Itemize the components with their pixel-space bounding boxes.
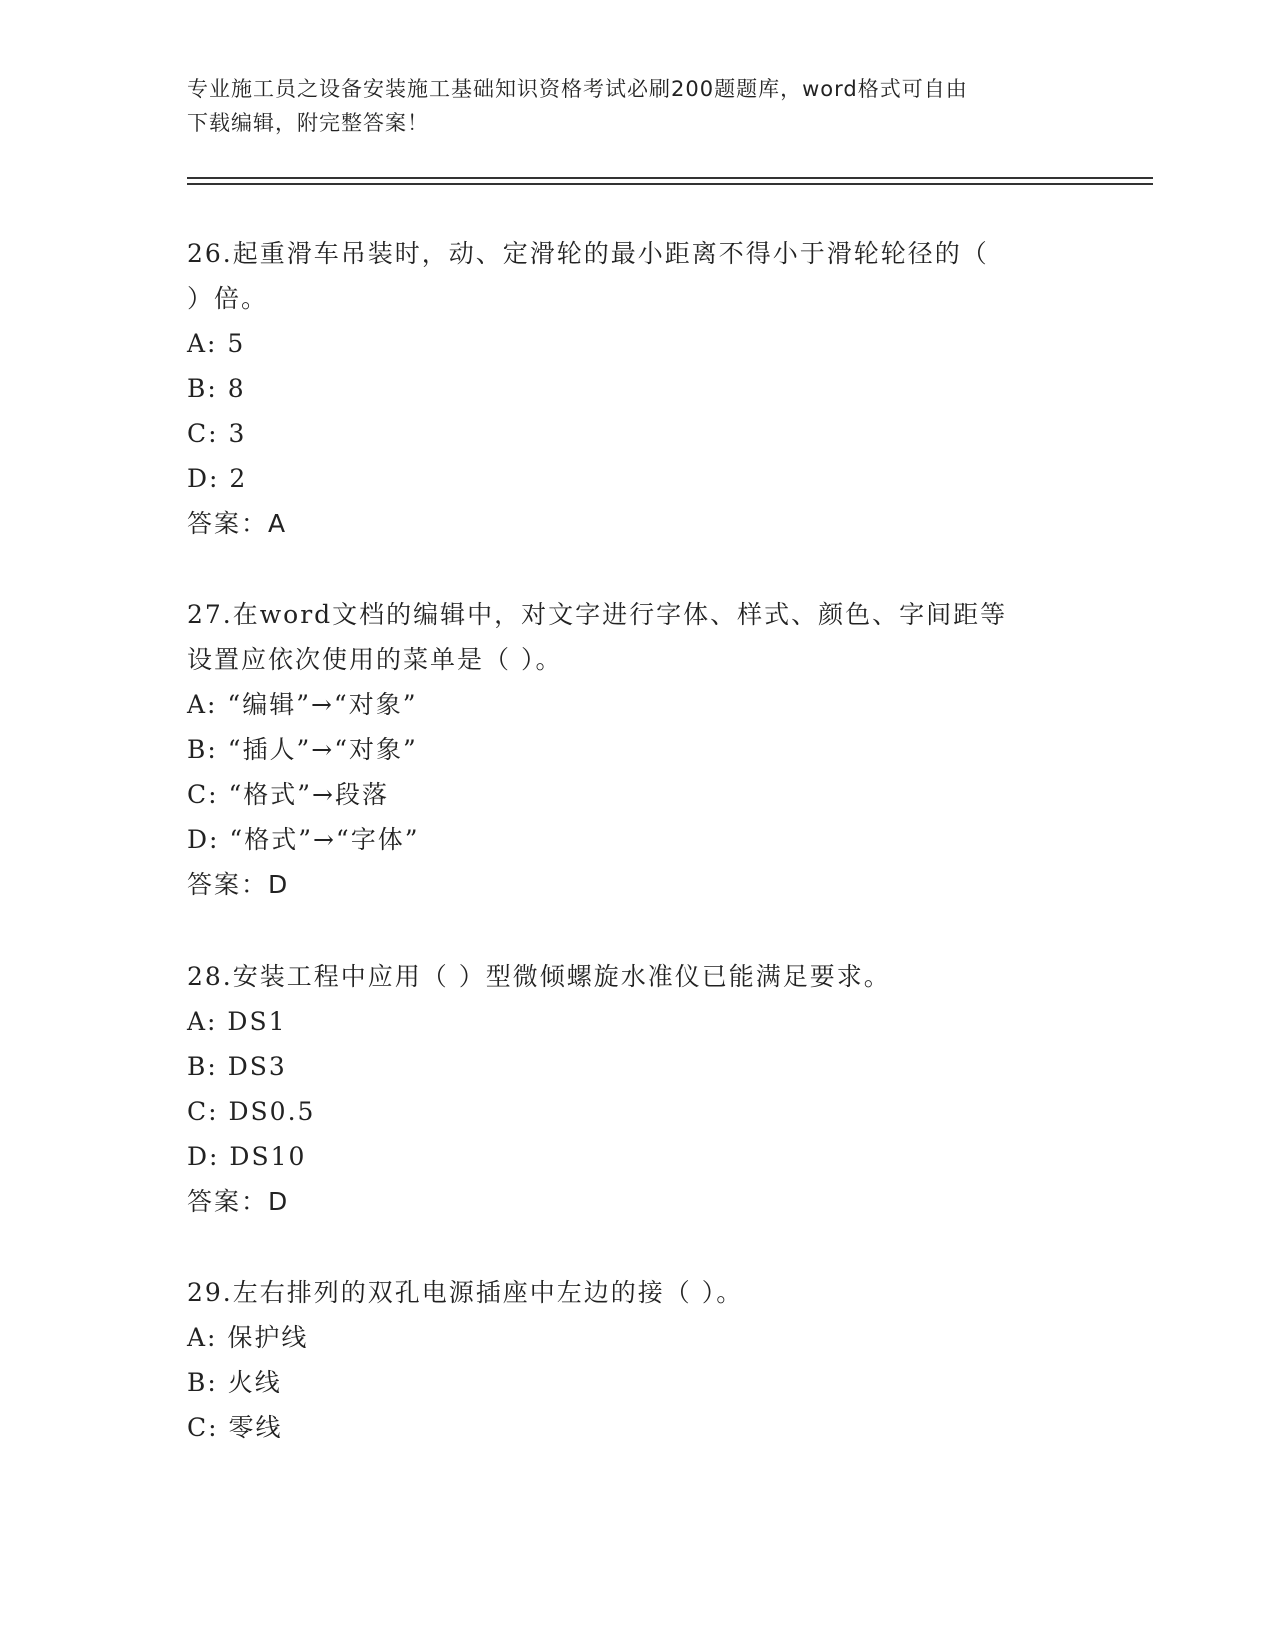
question-26-text-line-2: ）倍。	[187, 284, 269, 313]
question-27-text-line-2: 设置应依次使用的菜单是（ ）。	[187, 645, 563, 674]
header-line-2: 下载编辑，附完整答案！	[187, 111, 429, 135]
question-29-option-c: C: 零线	[187, 1413, 283, 1442]
question-29-option-a: A: 保护线	[187, 1323, 309, 1352]
question-27-option-b: B: “插人”→“对象”	[187, 735, 418, 764]
header-line-1: 专业施工员之设备安装施工基础知识资格考试必刷200题题库，word格式可自由	[187, 77, 968, 101]
question-26-option-c: C: 3	[187, 419, 247, 448]
question-26-text-line-1: 26.起重滑车吊装时，动、定滑轮的最小距离不得小于滑轮轮径的（	[187, 239, 989, 268]
question-26-option-d: D: 2	[187, 464, 248, 493]
question-29-option-b: B: 火线	[187, 1368, 282, 1397]
question-28-option-c: C: DS0.5	[187, 1097, 316, 1126]
question-29-text-line-1: 29.左右排列的双孔电源插座中左边的接（ ）。	[187, 1278, 744, 1307]
question-27-answer: 答案：D	[187, 870, 290, 899]
question-27-option-c: C: “格式”→段落	[187, 780, 390, 809]
question-28-option-b: B: DS3	[187, 1052, 287, 1081]
question-26-answer: 答案：A	[187, 509, 288, 538]
question-26-option-a: A: 5	[187, 329, 246, 358]
question-28-option-d: D: DS10	[187, 1142, 307, 1171]
question-26-option-b: B: 8	[187, 374, 246, 403]
question-27-text-line-1: 27.在word文档的编辑中，对文字进行字体、样式、颜色、字间距等	[187, 600, 1008, 629]
header-divider-bottom	[187, 183, 1153, 185]
question-28-option-a: A: DS1	[187, 1007, 287, 1036]
question-28-answer: 答案：D	[187, 1187, 290, 1216]
question-27-option-a: A: “编辑”→“对象”	[187, 690, 418, 719]
header-divider-top	[187, 177, 1153, 179]
question-28-text-line-1: 28.安装工程中应用（ ）型微倾螺旋水准仪已能满足要求。	[187, 962, 891, 991]
question-27-option-d: D: “格式”→“字体”	[187, 825, 420, 854]
document-header	[187, 72, 1067, 140]
